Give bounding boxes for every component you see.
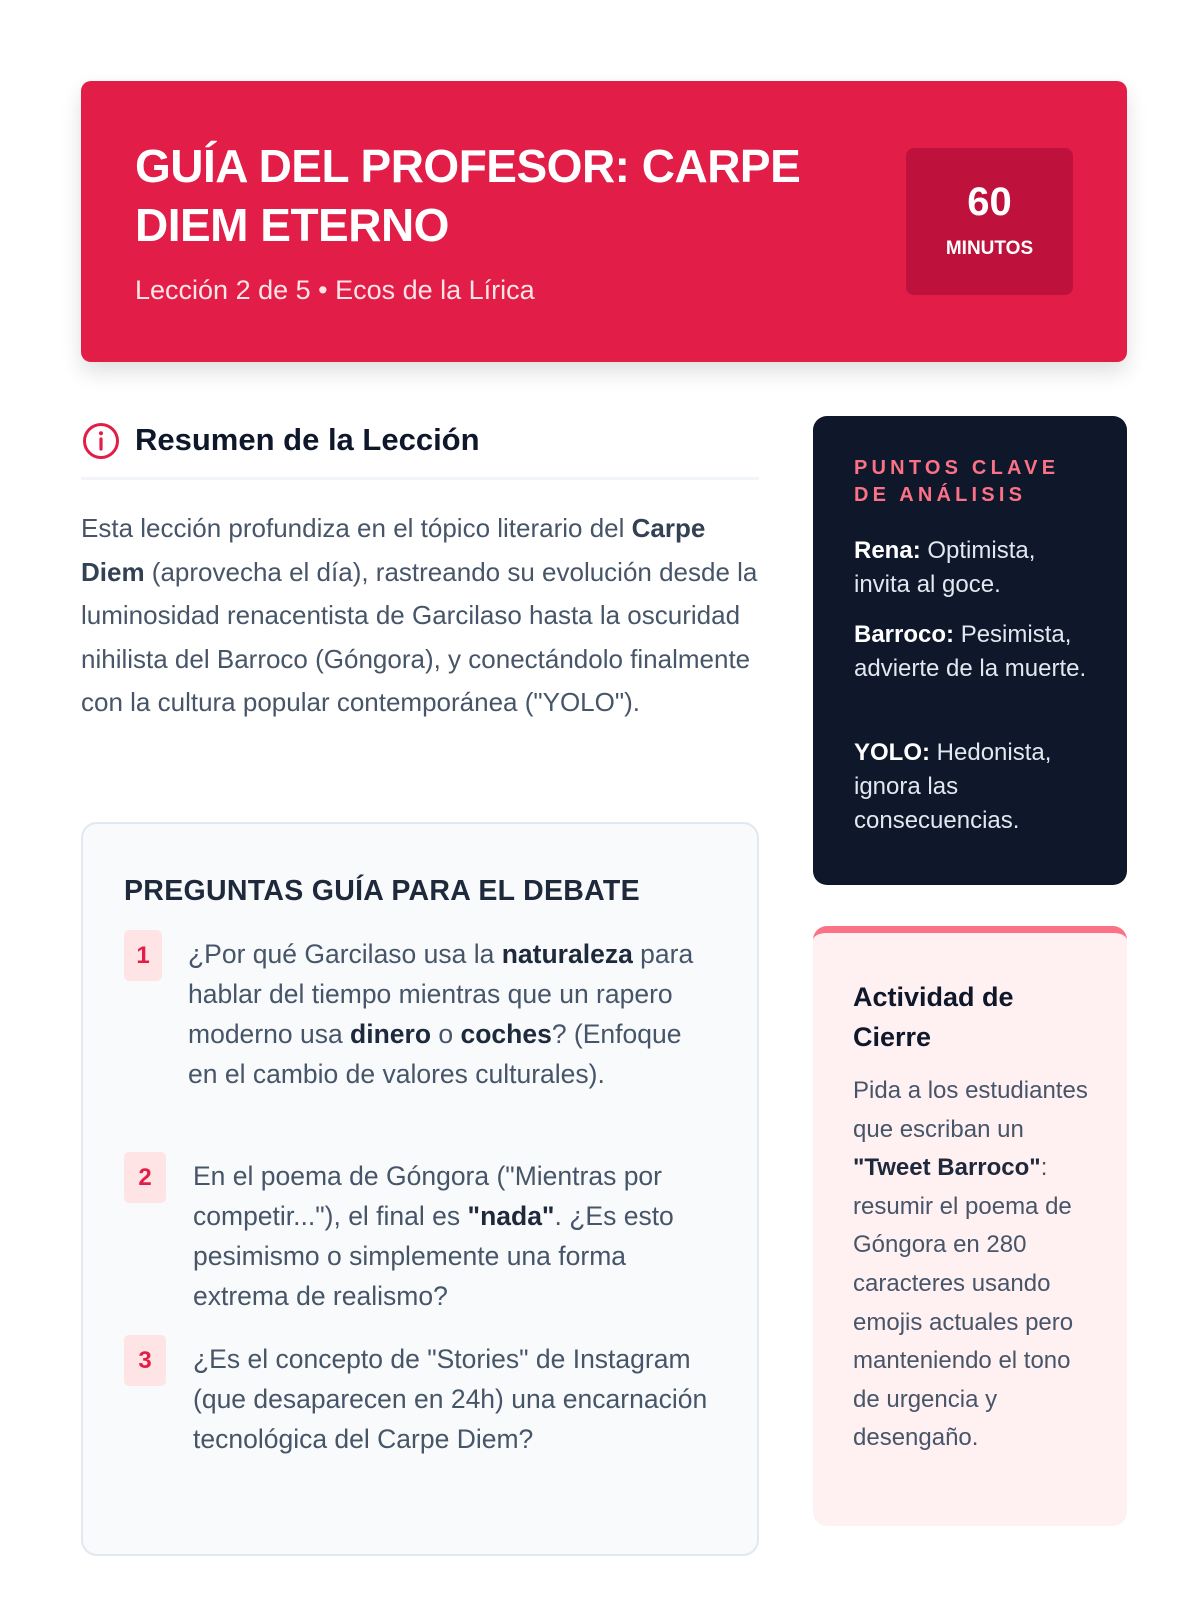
duration-value: 60 bbox=[967, 180, 1012, 224]
text-part: ¿Por qué Garcilaso usa la bbox=[188, 939, 502, 969]
summary-text-part: (aprovecha el día), rastreando su evolución desde la luminosidad renacentista de Garcilaso hasta la oscuridad nihilista del Barroco (Góngora), y conectándolo finalmente con la cultura popular contemporánea ("YOLO"). bbox=[81, 556, 758, 718]
closing-activity-heading: Actividad de Cierre bbox=[853, 982, 1014, 1052]
summary-text-part: Esta lección profundiza en el tópico literario del bbox=[81, 513, 632, 543]
text-part: : resumir el poema de Góngora en 280 caracteres usando emojis actuales pero manteniendo el tono de urgencia y desengaño. bbox=[853, 1154, 1074, 1452]
text-part: En el poema de Góngora ("Mientras por competir..."), el final es bbox=[193, 1161, 662, 1231]
question-number: 1 bbox=[124, 930, 162, 981]
text-part: ? (Enfoque en el cambio de valores culturales). bbox=[188, 1019, 682, 1089]
page-title: GUÍA DEL PROFESOR: CARPE DIEM ETERNO bbox=[135, 140, 801, 251]
key-point-label: YOLO: bbox=[854, 739, 930, 766]
summary-heading-row bbox=[81, 418, 759, 480]
summary-heading: Resumen de la Lección bbox=[135, 422, 480, 457]
key-point-text: Pesimista, advierte de la muerte. bbox=[854, 621, 1087, 682]
bold-part: "nada" bbox=[467, 1201, 555, 1231]
bold-part: "Tweet Barroco" bbox=[853, 1154, 1041, 1182]
info-icon bbox=[81, 421, 121, 461]
lesson-subtitle: Lección 2 de 5 • Ecos de la Lírica bbox=[135, 275, 535, 305]
question-number: 2 bbox=[124, 1152, 166, 1203]
question-number: 3 bbox=[124, 1335, 166, 1386]
key-points-heading: PUNTOS CLAVE DE ANÁLISIS bbox=[854, 457, 1060, 506]
summary-text bbox=[81, 507, 761, 725]
question-text bbox=[193, 1156, 708, 1316]
debate-questions-card bbox=[81, 822, 759, 1556]
duration-badge bbox=[906, 148, 1073, 295]
key-point-text: Optimista, invita al goce. bbox=[854, 537, 1036, 598]
closing-activity-text bbox=[853, 1072, 1093, 1458]
key-points-card bbox=[813, 416, 1127, 885]
summary-bold: Carpe Diem bbox=[81, 513, 706, 587]
key-point-label: Rena: bbox=[854, 537, 921, 564]
text-part: o bbox=[431, 1019, 461, 1049]
key-point-label: Barroco: bbox=[854, 621, 955, 648]
key-point-text: Hedonista, ignora las consecuencias. bbox=[854, 739, 1052, 834]
duration-unit: MINUTOS bbox=[945, 238, 1034, 259]
text-part: Pida a los estudiantes que escriban un bbox=[853, 1077, 1088, 1143]
questions-heading: PREGUNTAS GUÍA PARA EL DEBATE bbox=[124, 875, 640, 907]
bold-part: coches bbox=[460, 1019, 552, 1049]
lesson-header bbox=[81, 81, 1127, 362]
question-text: ¿Es el concepto de "Stories" de Instagram (que desaparecen en 24h) una encarnación tecnológica del Carpe Diem? bbox=[193, 1344, 708, 1454]
bold-part: naturaleza bbox=[501, 939, 633, 969]
question-text bbox=[188, 934, 698, 1094]
closing-activity-card bbox=[813, 926, 1127, 1526]
text-part: para hablar del tiempo mientras que un rapero moderno usa bbox=[188, 939, 694, 1049]
key-point-item bbox=[854, 534, 1094, 602]
text-part: . ¿Es esto pesimismo o simplemente una forma extrema de realismo? bbox=[193, 1201, 674, 1311]
key-point-item bbox=[854, 736, 1094, 838]
bold-part: dinero bbox=[350, 1019, 432, 1049]
key-point-item bbox=[854, 618, 1094, 686]
